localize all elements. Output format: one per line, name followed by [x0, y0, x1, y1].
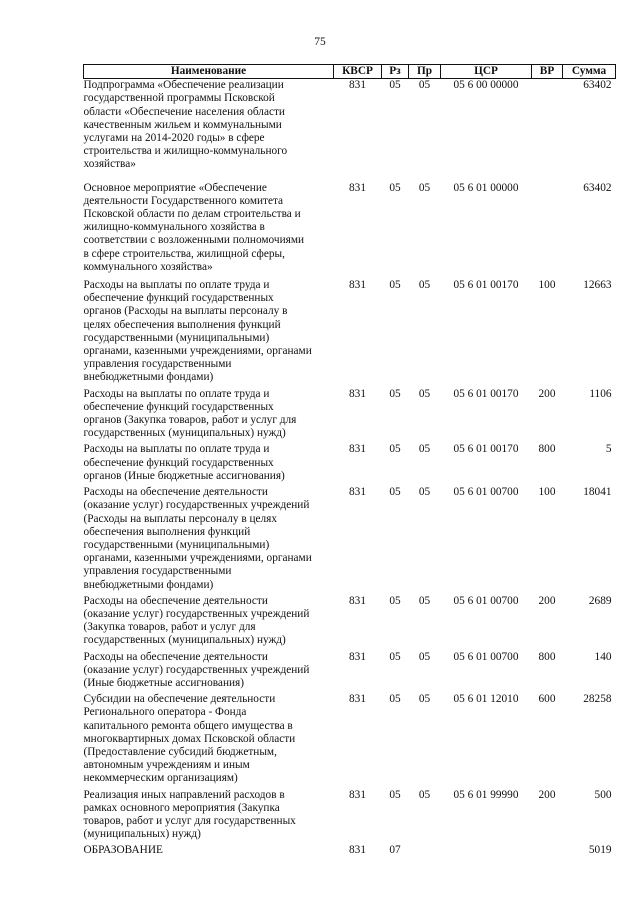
row-csr: 05 6 01 00000 [453, 181, 519, 194]
row-sum: 5019 [588, 844, 612, 857]
row-name-line: Регионального оператора - Фонда [83, 706, 247, 719]
row-name [84, 274, 334, 385]
row-name-line: государственной программы Псковской [83, 92, 275, 105]
row-vr: 200 [538, 594, 556, 607]
row-name [84, 172, 334, 274]
row-pr: 05 [418, 181, 431, 194]
row-name-line: товаров, работ и услуг для государственных [83, 814, 296, 827]
row-kvsr: 831 [349, 279, 366, 292]
row-name-line: (Иные бюджетные ассигнования) [83, 676, 245, 689]
table-row [84, 841, 616, 857]
row-pr: 05 [418, 693, 431, 706]
row-name-line: (муниципальных) нужд) [83, 828, 201, 841]
header-name: Наименование [84, 65, 334, 79]
row-name-line: государственных (муниципальных) нужд) [83, 427, 286, 440]
row-rz: 05 [389, 443, 401, 456]
row-rz: 05 [389, 693, 401, 706]
row-sum: 12663 [583, 279, 612, 292]
row-pr: 05 [418, 279, 431, 292]
row-kvsr: 831 [349, 594, 366, 607]
table-row [84, 172, 616, 274]
row-name-line: соответствии с возложенными полномочиями [83, 234, 305, 247]
row-name-line: рамках основного мероприятия (Закупка [83, 801, 280, 814]
row-sum: 28258 [583, 693, 612, 706]
row-vr [532, 841, 563, 857]
row-name [84, 385, 334, 441]
row-csr: 05 6 01 00700 [453, 594, 519, 607]
row-name-line: Основное мероприятие «Обеспечение [83, 181, 267, 194]
row-rz: 05 [389, 486, 401, 499]
table-header-row [84, 65, 616, 79]
row-kvsr: 831 [349, 693, 366, 706]
row-vr: 200 [538, 788, 556, 801]
row-name-line: в сфере строительства, жилищной сферы, [83, 247, 285, 260]
row-name-line: внебюджетными фондами) [83, 371, 214, 384]
row-name-line: деятельности Государственного комитета [83, 194, 284, 207]
row-name-line: строительства и жилищно-коммунального [83, 145, 288, 158]
row-name-line: органов (Расходы на выплаты персоналу в [83, 305, 288, 318]
row-name-line: Подпрограмма «Обеспечение реализации [83, 79, 284, 92]
row-kvsr: 831 [349, 650, 366, 663]
row-name [84, 592, 334, 648]
row-csr: 05 6 00 00000 [453, 79, 519, 92]
row-name-line: государственных (муниципальных) нужд) [83, 634, 286, 647]
row-pr: 05 [418, 788, 431, 801]
row-name-line: ОБРАЗОВАНИЕ [83, 844, 163, 857]
table-row [84, 274, 616, 385]
row-name [84, 483, 334, 592]
row-kvsr: 831 [349, 486, 366, 499]
row-sum: 63402 [583, 79, 612, 92]
row-vr: 800 [538, 650, 556, 663]
row-name-line: органами, казенными учреждениями, органами [83, 345, 312, 358]
row-name-line: внебюджетными фондами) [83, 578, 214, 591]
row-sum: 1106 [589, 387, 612, 400]
row-vr [532, 172, 563, 274]
row-name-line: Расходы на выплаты по оплате труда и [83, 443, 270, 456]
row-name-line: органов (Закупка товаров, работ и услуг для [83, 414, 297, 427]
row-name-line: (Расходы на выплаты персоналу в целях [83, 512, 278, 525]
row-sum: 500 [594, 788, 612, 801]
row-csr: 05 6 01 00170 [453, 279, 519, 292]
table-row [84, 79, 616, 172]
row-name-line: Расходы на выплаты по оплате труда и [83, 387, 270, 400]
row-name-line: органов (Иные бюджетные ассигнования) [83, 469, 285, 482]
row-pr [409, 841, 441, 857]
row-pr: 05 [418, 443, 431, 456]
row-name-line: органами, казенными учреждениями, органами [83, 552, 312, 565]
table-row [84, 440, 616, 483]
header-rz: Рз [382, 65, 409, 79]
row-kvsr: 831 [349, 788, 366, 801]
row-name-line: услугами на 2014-2020 годы» в сфере [83, 132, 265, 145]
row-vr: 100 [538, 279, 556, 292]
row-pr: 05 [418, 650, 431, 663]
row-name-line: Расходы на обеспечение деятельности [83, 650, 268, 663]
budget-table [83, 64, 616, 858]
row-rz: 05 [389, 79, 401, 92]
row-name-line: (оказание услуг) государственных учреждений [83, 607, 310, 620]
row-name [84, 841, 334, 857]
row-name-line: Псковской области по делам строительства и [83, 208, 301, 221]
row-name-line: Реализация иных направлений расходов в [83, 788, 285, 801]
row-csr [441, 841, 532, 857]
row-pr: 05 [418, 387, 431, 400]
row-name-line: области «Обеспечение населения области [83, 105, 285, 118]
page-number: 75 [314, 36, 326, 48]
row-kvsr: 831 [349, 79, 366, 92]
row-name-line: многоквартирных домах Псковской области [83, 732, 296, 745]
table-row [84, 592, 616, 648]
row-name [84, 79, 334, 172]
row-csr: 05 6 01 12010 [453, 693, 519, 706]
row-rz: 05 [389, 788, 401, 801]
row-rz: 05 [389, 594, 401, 607]
header-sum: Сумма [563, 65, 616, 79]
row-name-line: обеспечение функций государственных [83, 292, 274, 305]
table-row [84, 648, 616, 691]
row-name-line: обеспечения выполнения функций [83, 525, 251, 538]
row-name-line: целях обеспечения выполнения функций [83, 318, 281, 331]
row-rz: 05 [389, 387, 401, 400]
row-pr: 05 [418, 79, 431, 92]
row-sum: 18041 [583, 486, 612, 499]
row-name-line: капитального ремонта общего имущества в [83, 719, 293, 732]
row-kvsr: 831 [349, 181, 366, 194]
row-rz: 05 [389, 279, 401, 292]
row-kvsr: 831 [349, 844, 366, 857]
row-name-line: (Предоставление субсидий бюджетным, [83, 745, 277, 758]
header-csr: ЦСР [441, 65, 532, 79]
row-rz: 07 [389, 844, 401, 857]
row-name [84, 440, 334, 483]
row-name-line: обеспечение функций государственных [83, 456, 274, 469]
row-name-line: качественным жильем и коммунальными [83, 118, 282, 131]
row-name-line: государственными (муниципальными) [83, 538, 270, 551]
row-name-line: (оказание услуг) государственных учреждений [83, 663, 310, 676]
row-sum: 2689 [588, 594, 612, 607]
row-sum: 140 [594, 650, 612, 663]
row-name-line: Субсидии на обеспечение деятельности [83, 693, 276, 706]
row-name [84, 786, 334, 842]
row-csr: 05 6 01 00170 [453, 443, 519, 456]
row-vr: 100 [538, 486, 556, 499]
header-kvsr: КВСР [334, 65, 382, 79]
row-pr: 05 [418, 486, 431, 499]
row-name-line: государственными (муниципальными) [83, 331, 270, 344]
row-name-line: Расходы на обеспечение деятельности [83, 594, 268, 607]
row-csr: 05 6 01 99990 [453, 788, 519, 801]
row-name-line: обеспечение функций государственных [83, 400, 274, 413]
table-row [84, 690, 616, 785]
row-kvsr: 831 [349, 443, 366, 456]
row-name [84, 648, 334, 691]
table-row [84, 385, 616, 441]
row-name-line: Расходы на выплаты по оплате труда и [83, 279, 270, 292]
row-name-line: управления государственными [83, 565, 232, 578]
row-name-line: коммунального хозяйства» [83, 260, 213, 273]
row-sum: 63402 [583, 181, 612, 194]
table-row [84, 786, 616, 842]
row-name-line: управления государственными [83, 358, 232, 371]
row-vr: 200 [538, 387, 556, 400]
row-name-line: Расходы на обеспечение деятельности [83, 486, 268, 499]
header-pr: Пр [409, 65, 441, 79]
row-rz: 05 [389, 650, 401, 663]
row-name-line: (оказание услуг) государственных учреждений [83, 499, 310, 512]
row-name-line: (Закупка товаров, работ и услуг для [83, 621, 256, 634]
row-kvsr: 831 [349, 387, 366, 400]
row-vr: 800 [538, 443, 556, 456]
header-vr: ВР [532, 65, 563, 79]
row-name [84, 690, 334, 785]
row-sum: 5 [605, 443, 612, 456]
row-name-line: хозяйства» [83, 158, 136, 171]
row-vr: 600 [538, 693, 556, 706]
row-csr: 05 6 01 00700 [453, 650, 519, 663]
row-name-line: автономным учреждениям и иным [83, 759, 250, 772]
row-pr: 05 [418, 594, 431, 607]
row-vr [532, 79, 563, 172]
row-name-line: жилищно-коммунального хозяйства в [83, 221, 265, 234]
row-rz: 05 [389, 181, 401, 194]
row-csr: 05 6 01 00170 [453, 387, 519, 400]
row-csr: 05 6 01 00700 [453, 486, 519, 499]
row-name-line: некоммерческим организациям) [83, 772, 238, 785]
table-row [84, 483, 616, 592]
